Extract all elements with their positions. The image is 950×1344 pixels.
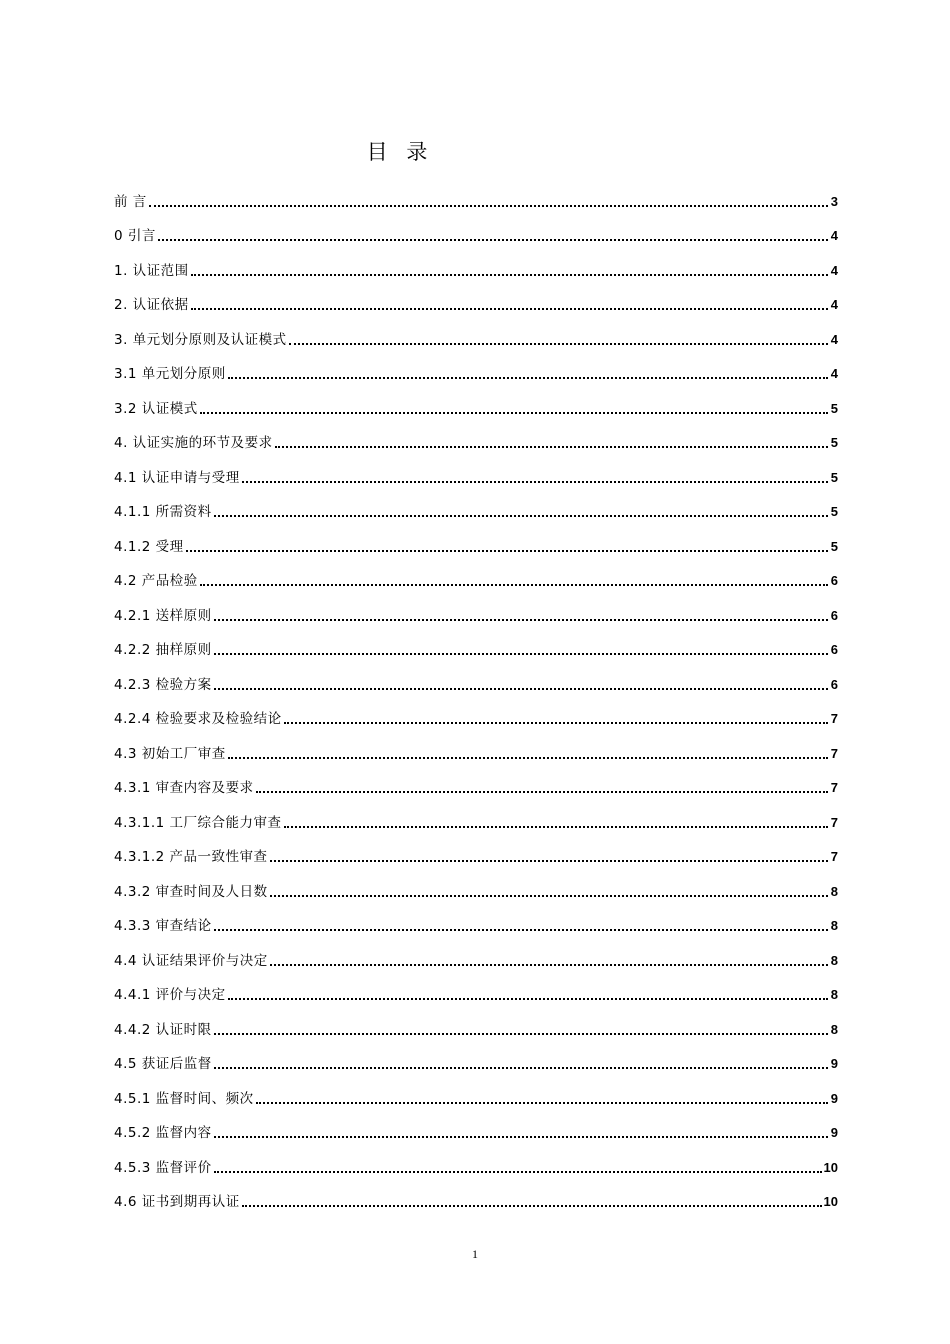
toc-dot-leader xyxy=(289,343,828,345)
table-of-contents xyxy=(114,184,838,1219)
toc-entry[interactable] xyxy=(114,840,838,875)
toc-entry[interactable] xyxy=(114,978,838,1013)
toc-dot-leader xyxy=(214,1171,822,1173)
toc-dot-leader xyxy=(200,412,828,414)
toc-dot-leader xyxy=(256,1102,828,1104)
toc-dot-leader xyxy=(242,1205,822,1207)
toc-entry[interactable] xyxy=(114,1047,838,1082)
toc-dot-leader xyxy=(149,205,828,207)
toc-dot-leader xyxy=(191,308,828,310)
toc-entry[interactable] xyxy=(114,1012,838,1047)
toc-entry-page-number: 10 xyxy=(823,1194,838,1209)
toc-entry-label: 2. 认证依据 xyxy=(114,297,189,313)
toc-dot-leader xyxy=(214,515,828,517)
toc-entry-page-number: 10 xyxy=(823,1159,838,1175)
toc-entry-label: 4.3.3 审查结论 xyxy=(114,918,212,934)
toc-entry-label: 0 引言 xyxy=(114,228,156,244)
toc-entry-page-number: 8 xyxy=(830,1021,838,1037)
toc-entry-label: 4.6 证书到期再认证 xyxy=(114,1194,240,1210)
toc-entry[interactable] xyxy=(114,805,838,840)
toc-entry-label: 1. 认证范围 xyxy=(114,262,189,279)
toc-entry-label: 4.2.1 送样原则 xyxy=(114,607,212,624)
toc-entry-label: 4.2.2 抽样原则 xyxy=(114,642,212,658)
toc-entry-page-number: 5 xyxy=(830,435,838,450)
toc-entry-page-number: 4 xyxy=(830,366,838,381)
toc-entry-page-number: 7 xyxy=(830,780,838,795)
toc-entry-page-number: 7 xyxy=(830,745,838,761)
toc-entry[interactable] xyxy=(114,1185,838,1220)
toc-entry[interactable] xyxy=(114,943,838,978)
toc-title: 目 录 xyxy=(366,140,434,164)
toc-entry[interactable] xyxy=(114,1116,838,1151)
toc-entry-page-number: 8 xyxy=(830,987,838,1002)
toc-entry-label: 4.3.1.1 工厂综合能力审查 xyxy=(114,814,282,831)
toc-entry[interactable] xyxy=(114,184,838,219)
toc-entry-page-number: 7 xyxy=(830,814,838,830)
toc-dot-leader xyxy=(270,860,828,862)
toc-entry-page-number: 6 xyxy=(830,607,838,623)
toc-entry-page-number: 6 xyxy=(830,642,838,657)
toc-dot-leader xyxy=(284,826,828,828)
toc-entry-label: 4.2.3 检验方案 xyxy=(114,676,212,693)
toc-entry-label: 4.4 认证结果评价与决定 xyxy=(114,952,268,969)
toc-entry-label: 4.1 认证申请与受理 xyxy=(114,469,240,486)
toc-entry-label: 4.2.4 检验要求及检验结论 xyxy=(114,711,282,727)
toc-dot-leader xyxy=(214,929,828,931)
toc-dot-leader xyxy=(214,1067,828,1069)
toc-dot-leader xyxy=(275,446,828,448)
toc-entry-label: 4.2 产品检验 xyxy=(114,573,198,589)
toc-entry[interactable] xyxy=(114,564,838,599)
toc-entry-page-number: 4 xyxy=(830,228,838,243)
toc-dot-leader xyxy=(214,1136,828,1138)
toc-dot-leader xyxy=(242,481,828,483)
toc-entry-label: 4.3.1 审查内容及要求 xyxy=(114,780,254,796)
toc-dot-leader xyxy=(158,239,828,241)
toc-entry-label: 4. 认证实施的环节及要求 xyxy=(114,435,273,451)
toc-entry-page-number: 4 xyxy=(830,331,838,347)
toc-entry-label: 前 言 xyxy=(114,193,147,210)
toc-entry[interactable] xyxy=(114,633,838,668)
toc-entry[interactable] xyxy=(114,357,838,392)
toc-entry-label: 4.3.2 审查时间及人日数 xyxy=(114,883,268,900)
toc-entry[interactable] xyxy=(114,1150,838,1185)
toc-entry-page-number: 8 xyxy=(830,918,838,933)
toc-entry-page-number: 5 xyxy=(830,400,838,416)
page-number: 1 xyxy=(472,1247,478,1261)
toc-entry-page-number: 5 xyxy=(830,538,838,554)
toc-entry[interactable] xyxy=(114,771,838,806)
toc-dot-leader xyxy=(270,895,828,897)
toc-entry-page-number: 9 xyxy=(830,1090,838,1106)
toc-entry-page-number: 6 xyxy=(830,573,838,588)
toc-dot-leader xyxy=(228,377,828,379)
toc-entry-label: 4.5.1 监督时间、频次 xyxy=(114,1090,254,1107)
toc-dot-leader xyxy=(200,584,828,586)
toc-entry[interactable] xyxy=(114,874,838,909)
toc-entry-label: 4.3.1.2 产品一致性审查 xyxy=(114,849,268,865)
toc-entry[interactable] xyxy=(114,391,838,426)
toc-entry-label: 3.2 认证模式 xyxy=(114,400,198,417)
toc-entry-label: 4.1.2 受理 xyxy=(114,538,184,555)
toc-dot-leader xyxy=(270,964,828,966)
toc-entry-page-number: 4 xyxy=(830,297,838,312)
toc-entry-label: 3. 单元划分原则及认证模式 xyxy=(114,331,287,348)
toc-entry[interactable] xyxy=(114,253,838,288)
toc-entry-page-number: 9 xyxy=(830,1056,838,1071)
toc-entry[interactable] xyxy=(114,219,838,254)
toc-dot-leader xyxy=(214,1033,828,1035)
toc-dot-leader xyxy=(228,998,828,1000)
toc-dot-leader xyxy=(214,619,828,621)
toc-entry-label: 4.4.1 评价与决定 xyxy=(114,987,226,1003)
toc-entry[interactable] xyxy=(114,288,838,323)
toc-entry[interactable] xyxy=(114,1081,838,1116)
toc-entry[interactable] xyxy=(114,909,838,944)
toc-entry-page-number: 9 xyxy=(830,1125,838,1140)
toc-dot-leader xyxy=(191,274,828,276)
toc-entry[interactable] xyxy=(114,702,838,737)
toc-entry-page-number: 8 xyxy=(830,883,838,899)
toc-entry[interactable] xyxy=(114,529,838,564)
toc-entry[interactable] xyxy=(114,322,838,357)
toc-entry[interactable] xyxy=(114,667,838,702)
toc-entry-label: 3.1 单元划分原则 xyxy=(114,366,226,382)
toc-entry-label: 4.4.2 认证时限 xyxy=(114,1021,212,1038)
toc-entry-page-number: 3 xyxy=(830,193,838,209)
toc-entry-label: 4.5 获证后监督 xyxy=(114,1056,212,1072)
toc-dot-leader xyxy=(228,757,828,759)
toc-entry-page-number: 8 xyxy=(830,952,838,968)
toc-entry-page-number: 7 xyxy=(830,849,838,864)
toc-dot-leader xyxy=(256,791,828,793)
toc-entry-label: 4.1.1 所需资料 xyxy=(114,504,212,520)
toc-entry-page-number: 4 xyxy=(830,262,838,278)
toc-entry-page-number: 7 xyxy=(830,711,838,726)
toc-entry[interactable] xyxy=(114,495,838,530)
toc-entry[interactable] xyxy=(114,736,838,771)
toc-entry-label: 4.5.3 监督评价 xyxy=(114,1159,212,1176)
toc-entry-page-number: 5 xyxy=(830,504,838,519)
toc-entry-label: 4.3 初始工厂审查 xyxy=(114,745,226,762)
toc-entry[interactable] xyxy=(114,460,838,495)
toc-dot-leader xyxy=(186,550,828,552)
toc-entry-label: 4.5.2 监督内容 xyxy=(114,1125,212,1141)
toc-entry[interactable] xyxy=(114,598,838,633)
toc-dot-leader xyxy=(284,722,828,724)
toc-dot-leader xyxy=(214,688,828,690)
toc-entry[interactable] xyxy=(114,426,838,461)
toc-entry-page-number: 5 xyxy=(830,469,838,485)
toc-entry-page-number: 6 xyxy=(830,676,838,692)
toc-dot-leader xyxy=(214,653,828,655)
